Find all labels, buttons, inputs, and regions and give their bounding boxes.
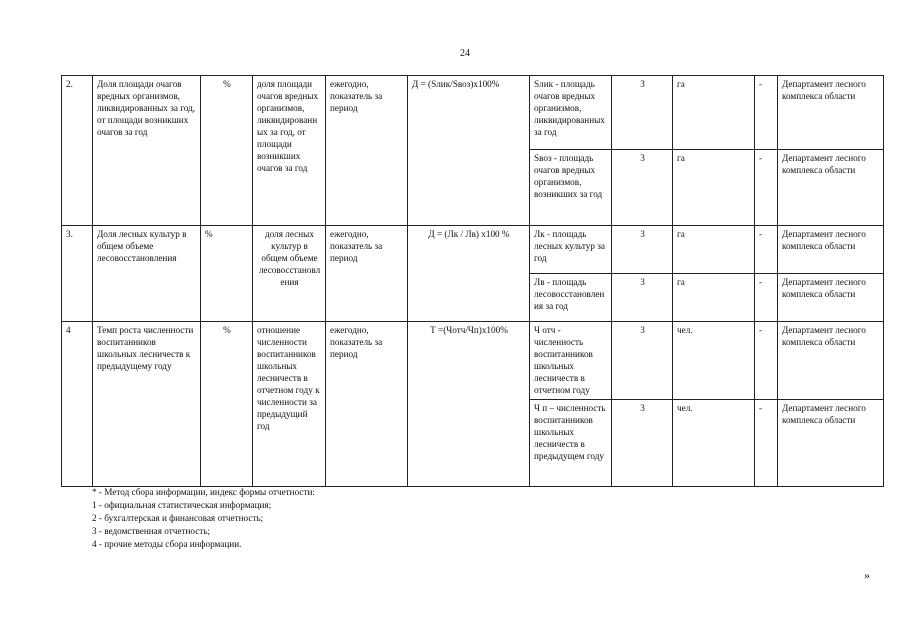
indicators-table <box>61 75 884 487</box>
footnote-line: 4 - прочие методы сбора информации. <box>92 539 242 549</box>
param-unit: га <box>673 150 755 226</box>
footnote-line: 2 - бухгалтерская и финансовая отчетность; <box>92 513 264 523</box>
indicator-definition: доля лесных культур в общем объеме лесовосстановления <box>253 226 326 322</box>
page-number: 24 <box>460 48 470 59</box>
footnote-line: * - Метод сбора информации, индекс формы отчетности: <box>92 487 315 497</box>
param-responsible: Департамент лесного комплекса области <box>778 150 884 226</box>
table-row <box>62 322 884 400</box>
param-method: 3 <box>612 399 673 486</box>
param-unit: чел. <box>673 322 755 400</box>
indicator-formula: Т =(Чотч/Чп)х100% <box>408 322 530 487</box>
param-responsible: Департамент лесного комплекса области <box>778 226 884 274</box>
indicator-unit: % <box>201 322 253 487</box>
param-method: 3 <box>612 274 673 322</box>
indicator-unit: % <box>201 226 253 322</box>
param-dash: - <box>755 399 778 486</box>
indicator-unit: % <box>201 76 253 226</box>
row-number: 3. <box>62 226 93 322</box>
param-responsible: Департамент лесного комплекса области <box>778 399 884 486</box>
param-method: 3 <box>612 150 673 226</box>
param-description: Sлик - площадь очагов вредных организмов, ликвидированных за год <box>530 76 612 150</box>
indicator-formula: Д = (Sлик/Sвоз)х100% <box>408 76 530 226</box>
param-responsible: Департамент лесного комплекса области <box>778 322 884 400</box>
param-dash: - <box>755 322 778 400</box>
footnote-line: 1 - официальная статистическая информация; <box>92 500 272 510</box>
indicator-periodicity: ежегодно, показатель за период <box>326 226 408 322</box>
indicator-name: Темп роста численности воспитанников школьных лесничеств к предыдущему году <box>93 322 201 487</box>
indicator-periodicity: ежегодно, показатель за период <box>326 76 408 226</box>
indicator-name: Доля площади очагов вредных организмов, ликвидированных за год, от площади возникших очагов за год <box>93 76 201 226</box>
param-dash: - <box>755 274 778 322</box>
footnotes <box>92 486 315 551</box>
param-method: 3 <box>612 226 673 274</box>
param-description: Sвоз - площадь очагов вредных организмов, возникших за год <box>530 150 612 226</box>
param-dash: - <box>755 226 778 274</box>
param-method: 3 <box>612 76 673 150</box>
row-number: 4 <box>62 322 93 487</box>
param-method: 3 <box>612 322 673 400</box>
indicator-periodicity: ежегодно, показатель за период <box>326 322 408 487</box>
param-description: Лк - площадь лесных культур за год <box>530 226 612 274</box>
param-description: Ч отч - численность воспитанников школьных лесничеств в отчетном году <box>530 322 612 400</box>
param-unit: га <box>673 226 755 274</box>
closing-quote-mark: » <box>864 568 870 582</box>
param-responsible: Департамент лесного комплекса области <box>778 274 884 322</box>
param-description: Лв - площадь лесовосстановления за год <box>530 274 612 322</box>
table-row <box>62 226 884 274</box>
param-responsible: Департамент лесного комплекса области <box>778 76 884 150</box>
param-unit: чел. <box>673 399 755 486</box>
param-unit: га <box>673 274 755 322</box>
param-dash: - <box>755 76 778 150</box>
indicator-definition: отношение численности воспитанников школьных лесничеств в отчетном году к численности за предыдущий год <box>253 322 326 487</box>
indicator-formula: Д = (Лк / Лв) х100 % <box>408 226 530 322</box>
indicator-definition: доля площади очагов вредных организмов, ликвидированных за год, от площади возникших очагов за год <box>253 76 326 226</box>
table-row <box>62 76 884 150</box>
indicator-name: Доля лесных культур в общем объеме лесовосстановления <box>93 226 201 322</box>
footnote-line: 3 - ведомственная отчетность; <box>92 526 211 536</box>
param-dash: - <box>755 150 778 226</box>
param-unit: га <box>673 76 755 150</box>
row-number: 2. <box>62 76 93 226</box>
param-description: Ч п – численность воспитанников школьных лесничеств в предыдущем году <box>530 399 612 486</box>
